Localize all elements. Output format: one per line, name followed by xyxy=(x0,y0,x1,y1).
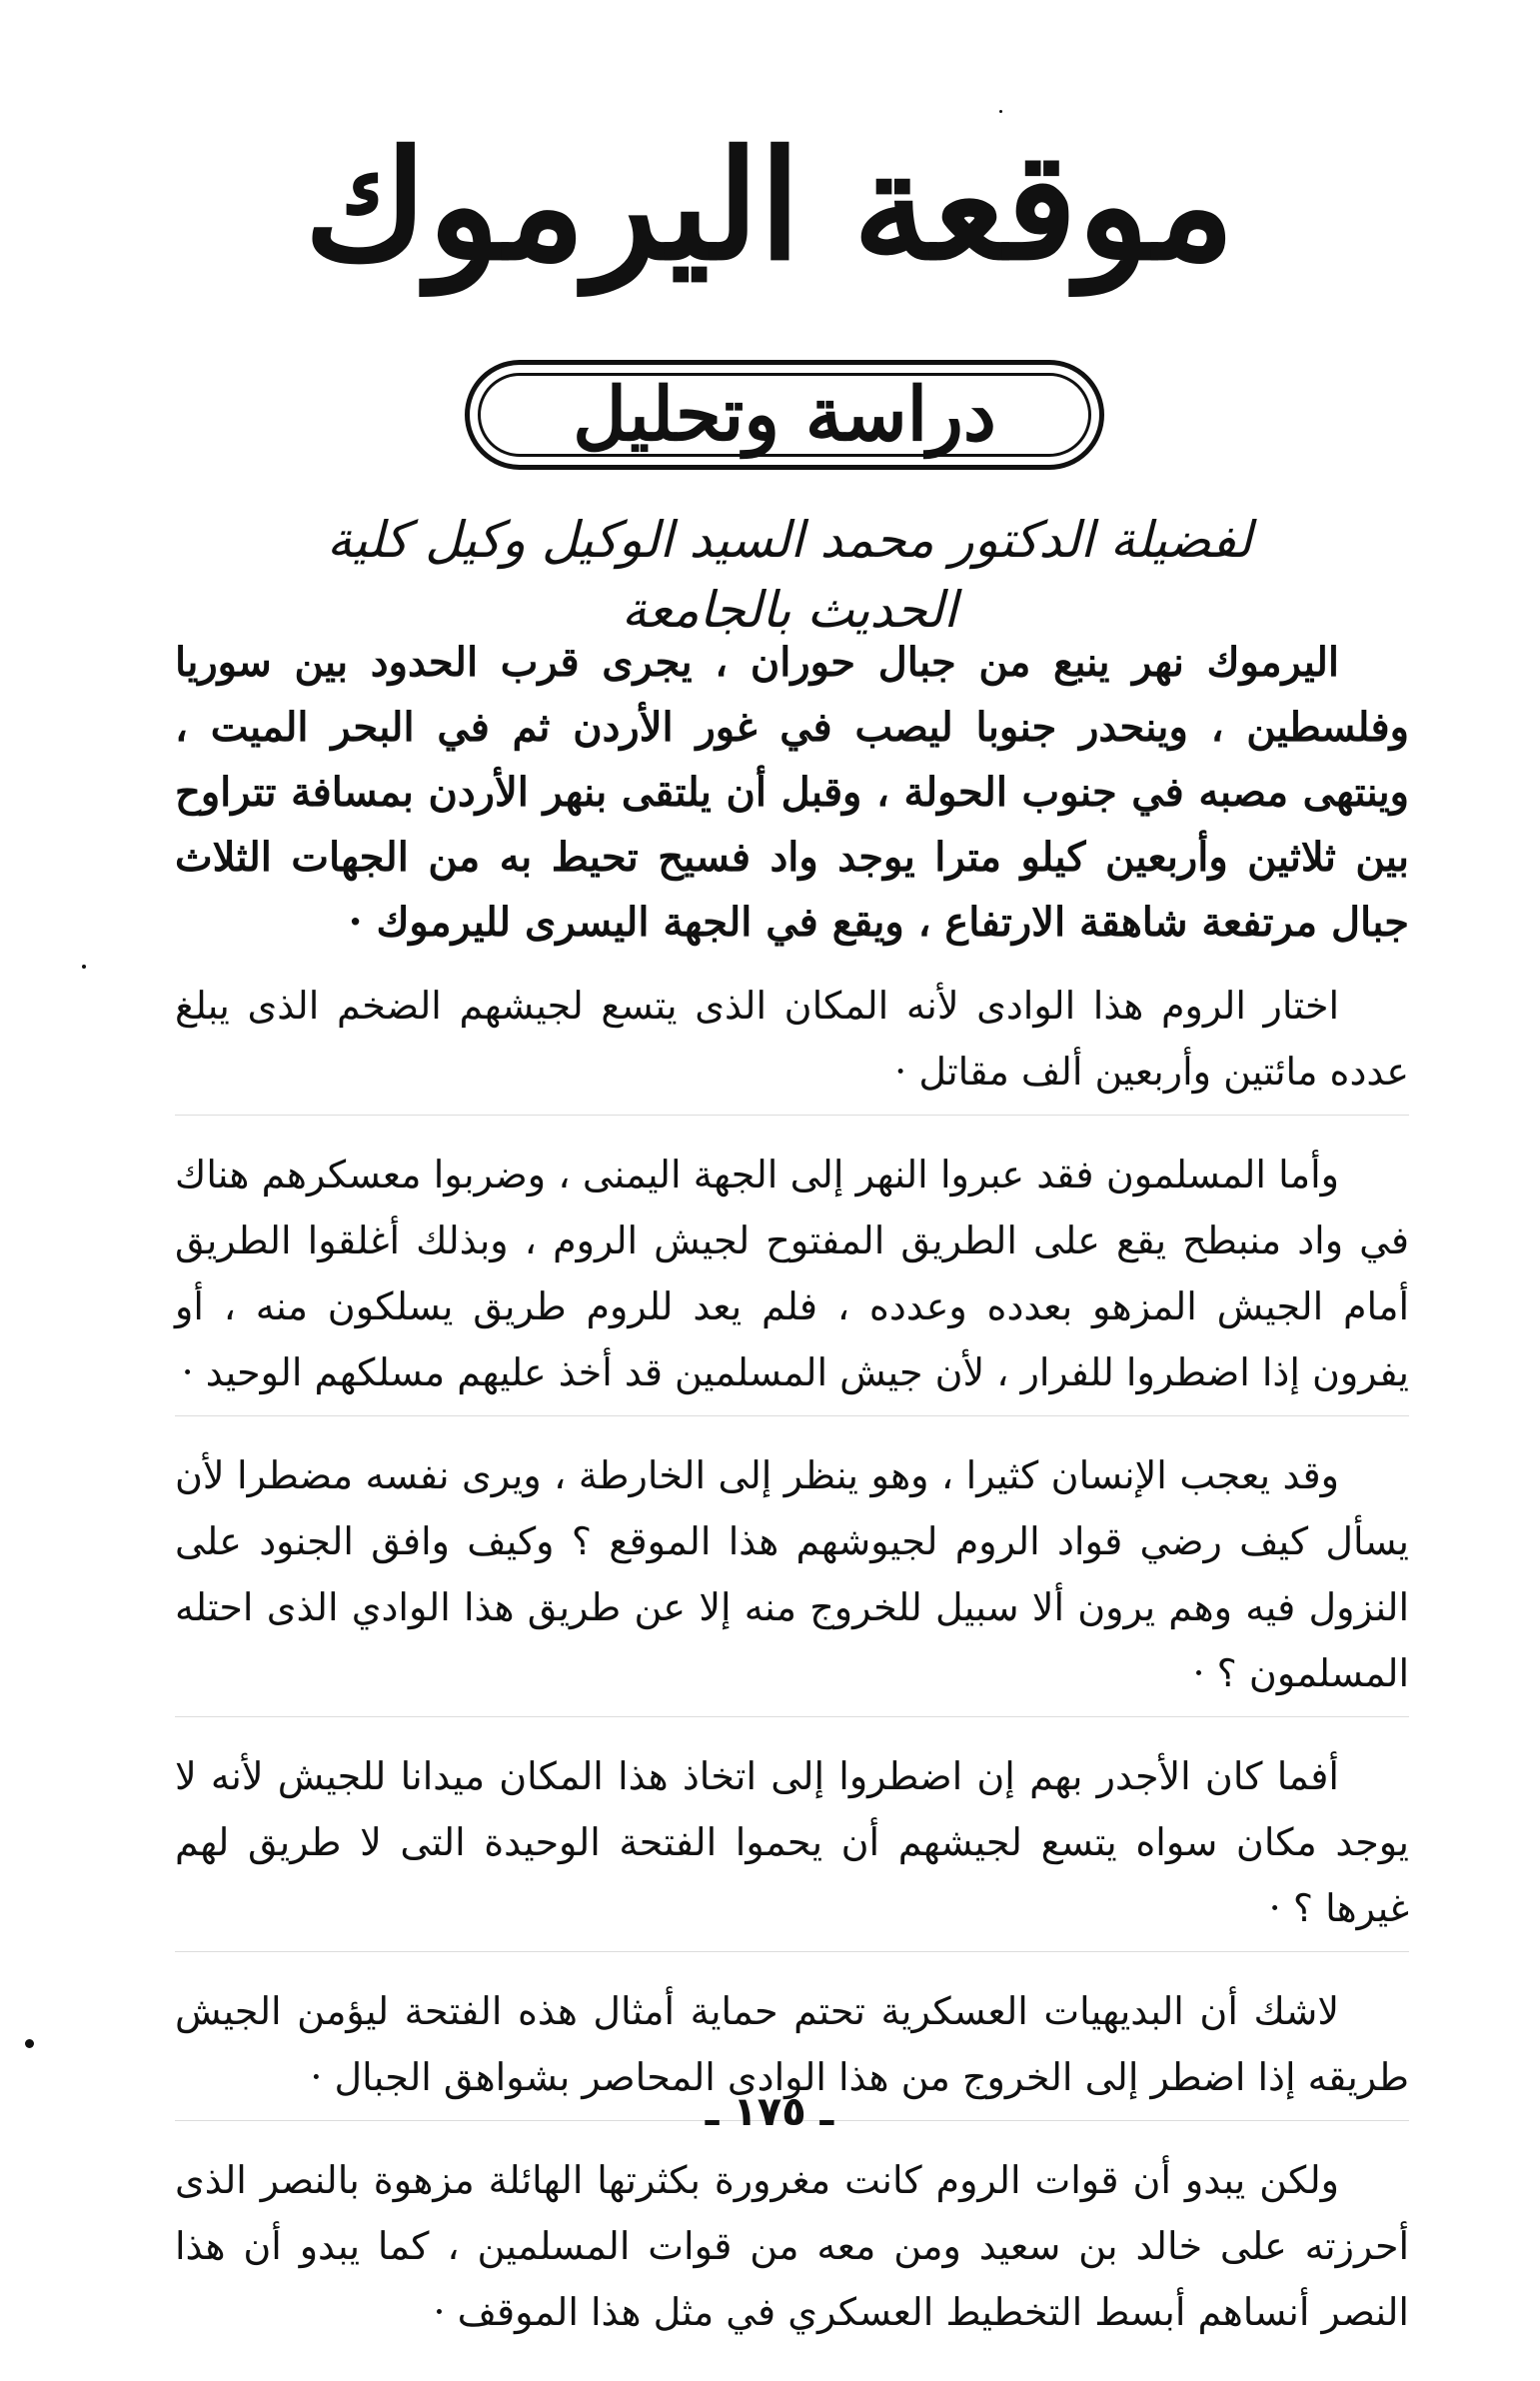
paragraph-intro: اليرموك نهر ينبع من جبال حوران ، يجرى قرب الحدود بين سوريا وفلسطين ، وينحدر جنوبا ليصب في غور الأردن ثم في البحر الميت ، وينتهى مصبه في جنوب الحولة ، وقبل أن يلتقى بنهر الأردن بمسافة تتراوح بين ثلاثين وأربعين كيلو مترا يوجد واد فسيح تحيط به من الجهات الثلاث جبال مرتفعة شاهقة الارتفاع ، ويقع في الجهة اليسرى لليرموك · xyxy=(175,639,1409,946)
paragraph: لاشك أن البديهيات العسكرية تحتم حماية أمثال هذه الفتحة ليؤمن الجيش طريقه إذا اضطر إلى الخروج من هذا الوادى المحاصر بشواهق الجبال · xyxy=(175,1978,1409,2121)
scan-speck xyxy=(999,110,1002,113)
page-number: ـ ١٧٥ ـ xyxy=(705,2089,834,2135)
page-subtitle: دراسة وتحليل xyxy=(573,372,996,458)
scan-speck xyxy=(82,965,86,969)
paragraph: أفما كان الأجدر بهم إن اضطروا إلى اتخاذ هذا المكان ميدانا للجيش لأنه لا يوجد مكان سواه يتسع لجيشهم أن يحموا الفتحة الوحيدة التى لا طريق لهم غيرها ؟ · xyxy=(175,1743,1409,1952)
paragraph: ولكن يبدو أن قوات الروم كانت مغرورة بكثرتها الهائلة مزهوة بالنصر الذى أحرزته على خالد بن سعيد ومن معه من قوات المسلمين ، كما يبدو أن هذا النصر أنساهم أبسط التخطيط العسكري في مثل هذا الموقف · xyxy=(175,2158,1409,2334)
page-title: موقعة اليرموك xyxy=(304,118,1235,294)
subtitle-frame xyxy=(465,360,1104,470)
paragraph: اختار الروم هذا الوادى لأنه المكان الذى يتسع لجيشهم الضخم الذى يبلغ عدده مائتين وأربعين ألف مقاتل · xyxy=(175,973,1409,1116)
scan-speck xyxy=(25,2039,34,2048)
paragraph: وأما المسلمون فقد عبروا النهر إلى الجهة اليمنى ، وضربوا معسكرهم هناك في واد منبطح يقع على الطريق المفتوح لجيش الروم ، وبذلك أغلقوا الطريق أمام الجيش المزهو بعدده وعدده ، فلم يعد للروم طريق يسلكون منه ، أو يفرون إذا اضطروا للفرار ، لأن جيش المسلمين قد أخذ عليهم مسلكهم الوحيد · xyxy=(175,1142,1409,1416)
paragraph: وقد يعجب الإنسان كثيرا ، وهو ينظر إلى الخارطة ، ويرى نفسه مضطرا لأن يسأل كيف رضي قواد الروم لجيوشهم هذا الموقع ؟ وكيف وافق الجنود على النزول فيه وهم يرون ألا سبيل للخروج منه إلا عن طريق هذا الوادي الذى احتله المسلمون ؟ · xyxy=(175,1442,1409,1717)
author-byline: لفضيلة الدكتور محمد السيد الوكيل وكيل كلية الحديث بالجامعة xyxy=(326,511,1253,639)
